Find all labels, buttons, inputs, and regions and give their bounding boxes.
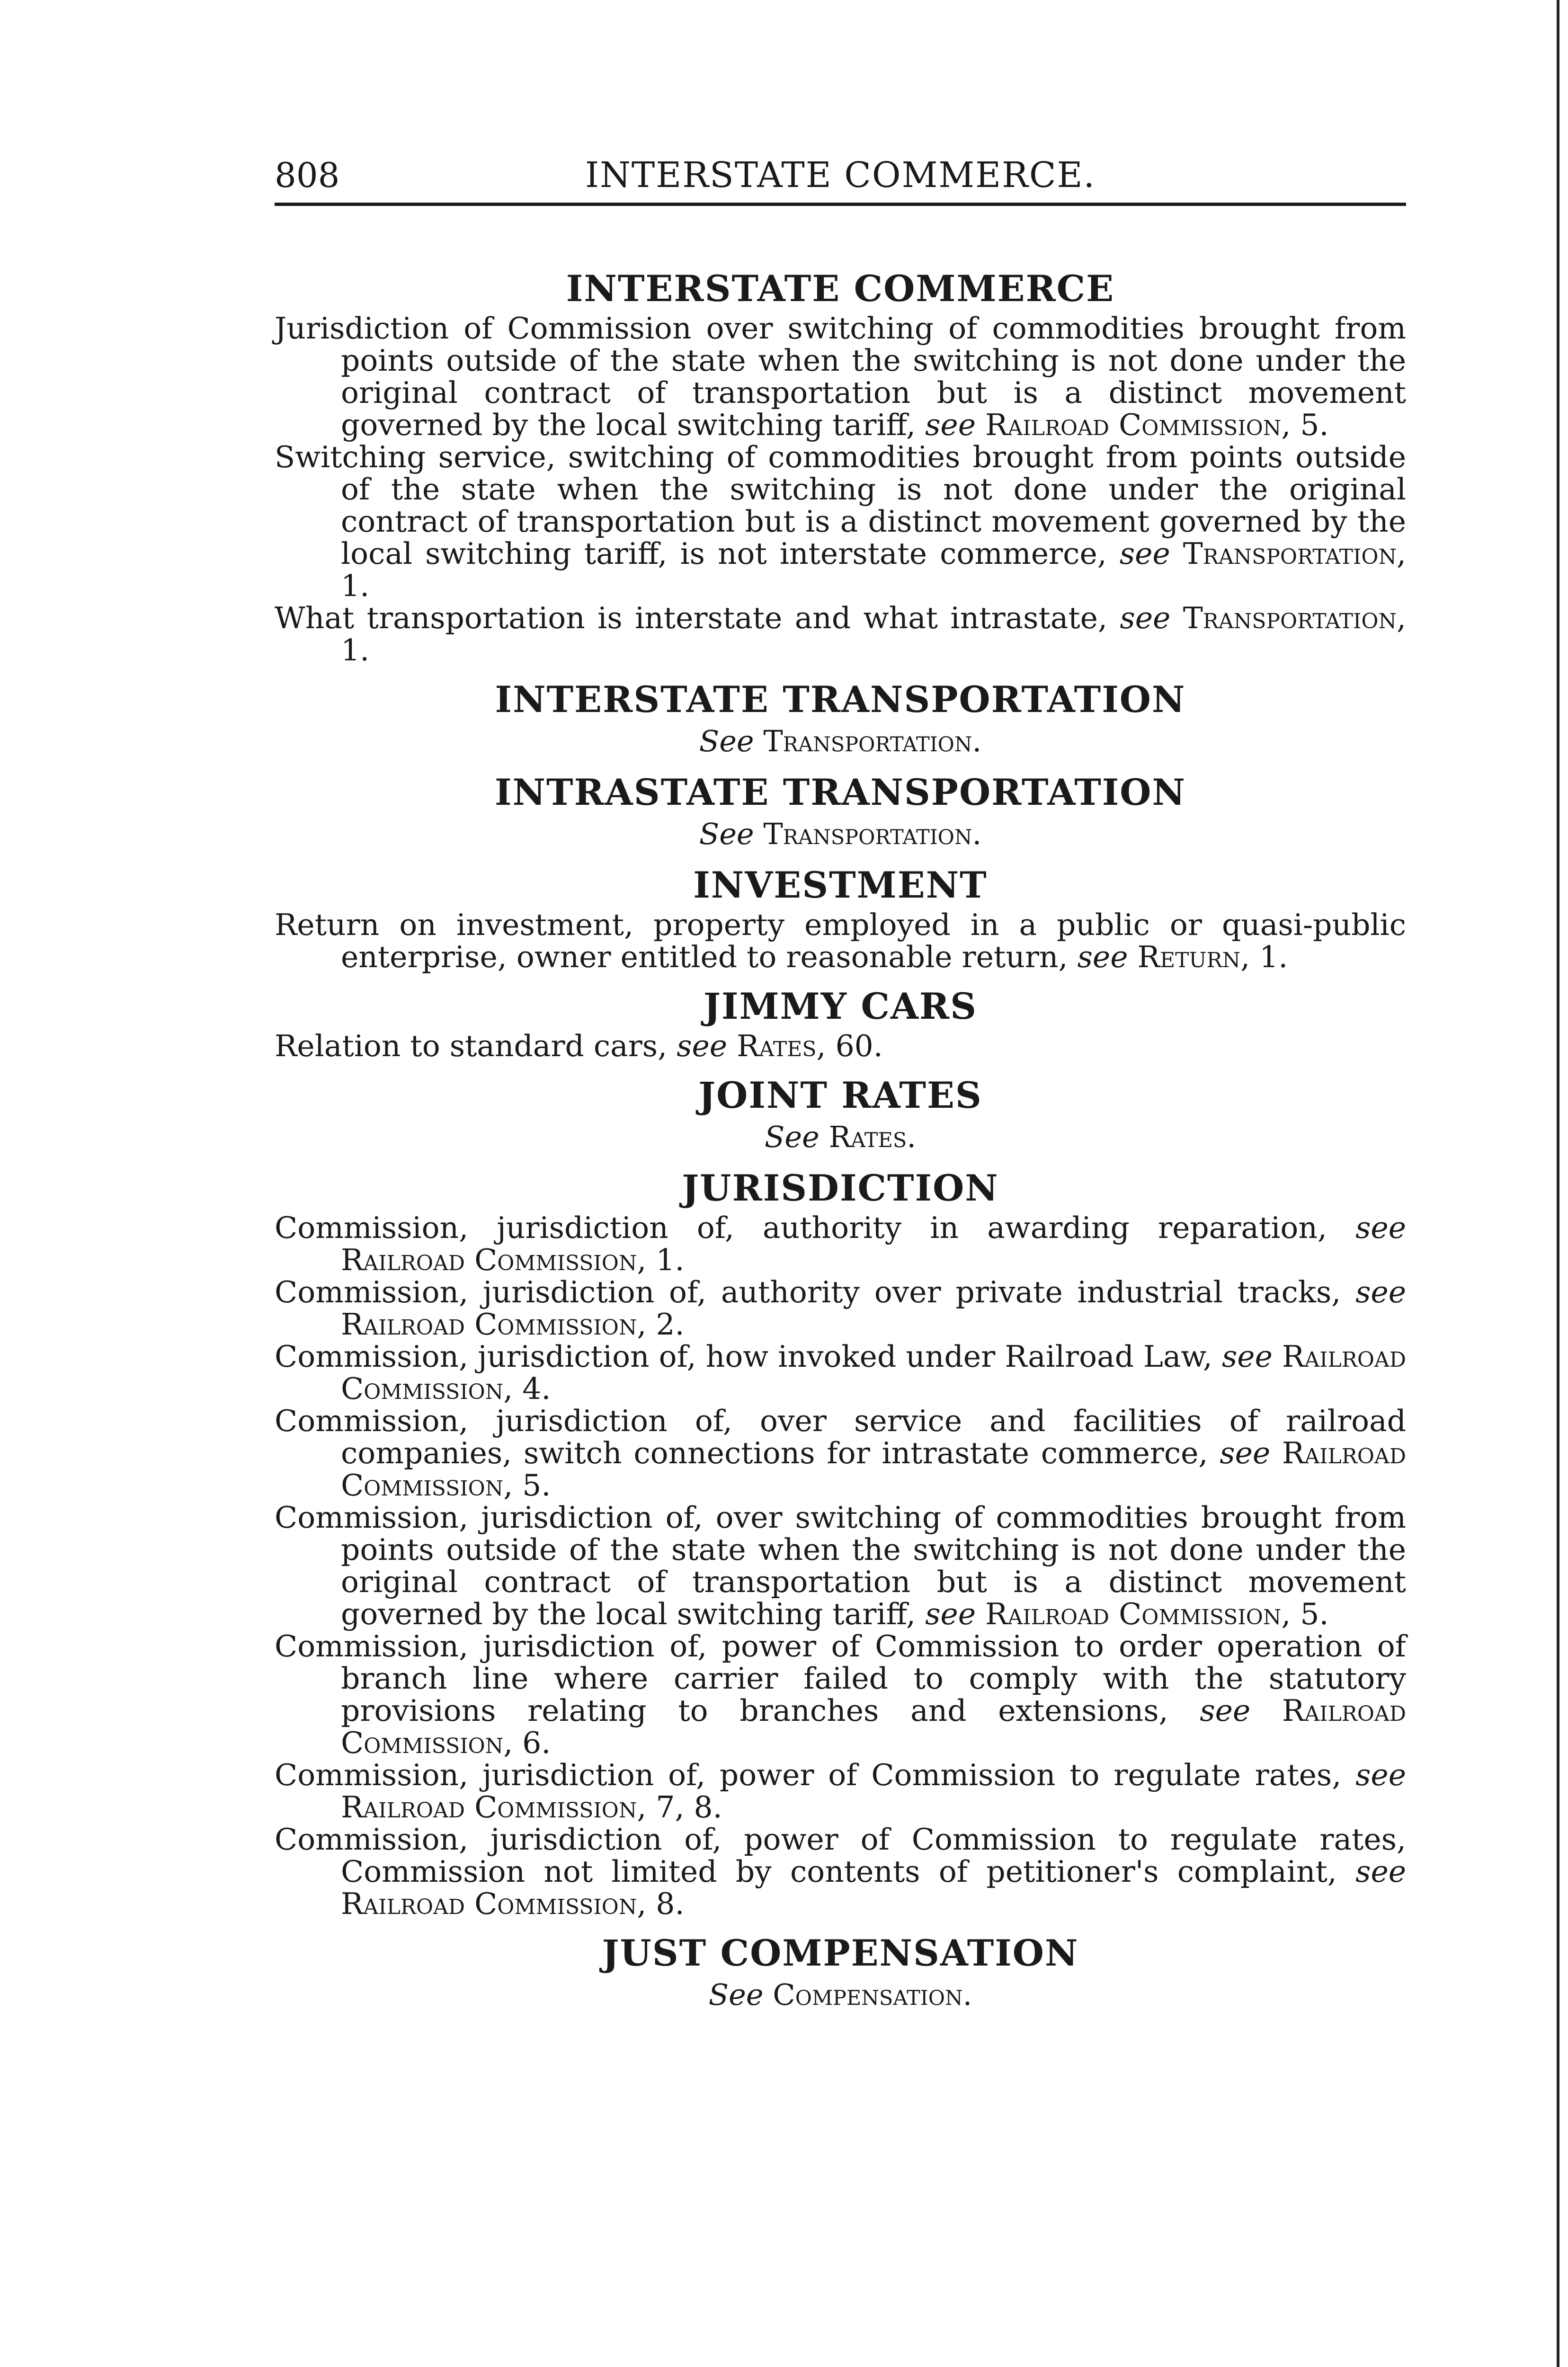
entry-text: Commission, jurisdiction of, power of Commission to regulate rates, <box>275 1758 1342 1792</box>
index-entry <box>275 441 1406 602</box>
see-word: see <box>1077 940 1128 974</box>
cross-reference: Railroad Commission, 6. <box>341 1693 1406 1760</box>
heading-interstate-transportation: INTERSTATE TRANSPORTATION <box>495 678 1186 721</box>
index-entry <box>275 1030 1406 1062</box>
heading-investment: INVESTMENT <box>693 864 988 906</box>
scan-edge-right <box>1557 0 1559 2367</box>
entry-text: Jurisdiction of Commission over switching of commodities brought from points outside of the state when the switching is not done under the original contract of transportation but is a distinct movement governed by the local switching tariff, <box>275 311 1406 442</box>
index-entry <box>275 1824 1406 1920</box>
cross-reference: Railroad Commission, 7, 8. <box>341 1790 722 1824</box>
see-word: see <box>925 408 976 442</box>
entry-text: Commission, jurisdiction of, authority in awarding reparation, <box>275 1210 1327 1245</box>
see-also-line <box>275 816 1406 852</box>
cross-reference: Railroad Commission, 2. <box>341 1307 685 1342</box>
index-entry <box>275 1276 1406 1341</box>
heading-just-compensation: JUST COMPENSATION <box>602 1932 1079 1974</box>
heading-jurisdiction: JURISDICTION <box>682 1167 999 1209</box>
see-word: see <box>1355 1210 1406 1245</box>
entry-text: Commission, jurisdiction of, power of Commission to order operation of branch line where carrier failed to comply with the statutory provisions relating to branches and extensions, <box>275 1629 1406 1728</box>
cross-reference: Transportation, 1. <box>341 536 1406 603</box>
cross-reference: Railroad Commission, 5. <box>985 408 1329 442</box>
cross-reference: Transportation. <box>763 817 982 851</box>
see-word: see <box>677 1029 728 1063</box>
see-word: see <box>1355 1758 1406 1792</box>
entry-text: Commission, jurisdiction of, power of Commission to regulate rates, Commission not limited by contents of petitioner's complaint, <box>275 1822 1406 1889</box>
cross-reference: Railroad Commission, 4. <box>341 1339 1406 1406</box>
cross-reference: Compensation. <box>773 1977 972 2012</box>
entry-text: What transportation is interstate and what intrastate, <box>275 601 1107 635</box>
entry-text: Switching service, switching of commodities brought from points outside of the state when the switching is not done under the original contract of transportation but is a distinct movement governed by the local switching tariff, is not interstate commerce, <box>275 440 1406 571</box>
index-entry <box>275 312 1406 441</box>
index-entry <box>275 1405 1406 1502</box>
cross-reference: Railroad Commission, 5. <box>341 1436 1406 1503</box>
entry-text: Commission, jurisdiction of, authority over private industrial tracks, <box>275 1275 1341 1309</box>
index-entry <box>275 1212 1406 1276</box>
see-word: see <box>1120 601 1171 635</box>
see-also-line <box>275 1977 1406 2013</box>
index-body <box>275 265 1406 2019</box>
see-word: see <box>1119 536 1170 571</box>
see-word: See <box>708 1977 764 2012</box>
entry-text: Commission, jurisdiction of, how invoked under Railroad Law, <box>275 1339 1212 1374</box>
page-number: 808 <box>275 155 340 195</box>
see-word: see <box>1200 1693 1251 1728</box>
cross-reference: Return, 1. <box>1137 940 1288 974</box>
index-entry <box>275 1341 1406 1405</box>
cross-reference: Railroad Commission, 1. <box>341 1243 685 1277</box>
see-word: see <box>1221 1339 1273 1374</box>
index-entry <box>275 602 1406 667</box>
entry-text: Return on investment, property employed in a public or quasi-public enterprise, owner entitled to reasonable return, <box>275 908 1406 974</box>
see-word: See <box>764 1120 820 1154</box>
header-rule <box>275 203 1406 206</box>
see-also-line <box>275 723 1406 759</box>
see-word: See <box>699 817 754 851</box>
cross-reference: Rates, 60. <box>737 1029 883 1063</box>
running-title: INTERSTATE COMMERCE. <box>585 155 1096 196</box>
see-word: See <box>699 724 754 758</box>
index-entry <box>275 1630 1406 1759</box>
heading-interstate-commerce: INTERSTATE COMMERCE <box>566 267 1115 310</box>
cross-reference: Railroad Commission, 5. <box>985 1597 1329 1631</box>
heading-intrastate-transportation: INTRASTATE TRANSPORTATION <box>495 771 1186 813</box>
cross-reference: Transportation, 1. <box>341 601 1407 667</box>
entry-text: Commission, jurisdiction of, over service and facilities of railroad companies, switch connections for intrastate commerce, <box>275 1404 1406 1470</box>
entry-text: Relation to standard cars, <box>275 1029 668 1063</box>
index-entry <box>275 1502 1406 1630</box>
cross-reference: Rates. <box>829 1120 917 1154</box>
index-entry <box>275 1759 1406 1824</box>
running-head <box>275 151 1406 204</box>
index-entry <box>275 909 1406 973</box>
heading-joint-rates: JOINT RATES <box>698 1074 982 1116</box>
see-word: see <box>1355 1275 1406 1309</box>
cross-reference: Railroad Commission, 8. <box>341 1886 685 1921</box>
see-also-line <box>275 1119 1406 1155</box>
heading-jimmy-cars: JIMMY CARS <box>704 985 977 1027</box>
see-word: see <box>1220 1436 1271 1470</box>
cross-reference: Transportation. <box>763 724 982 758</box>
see-word: see <box>925 1597 976 1631</box>
see-word: see <box>1355 1854 1407 1889</box>
entry-text: Commission, jurisdiction of, over switching of commodities brought from points outside of the state when the switching is not done under the original contract of transportation but is a distinct movement governed by the local switching tariff, <box>275 1500 1406 1631</box>
